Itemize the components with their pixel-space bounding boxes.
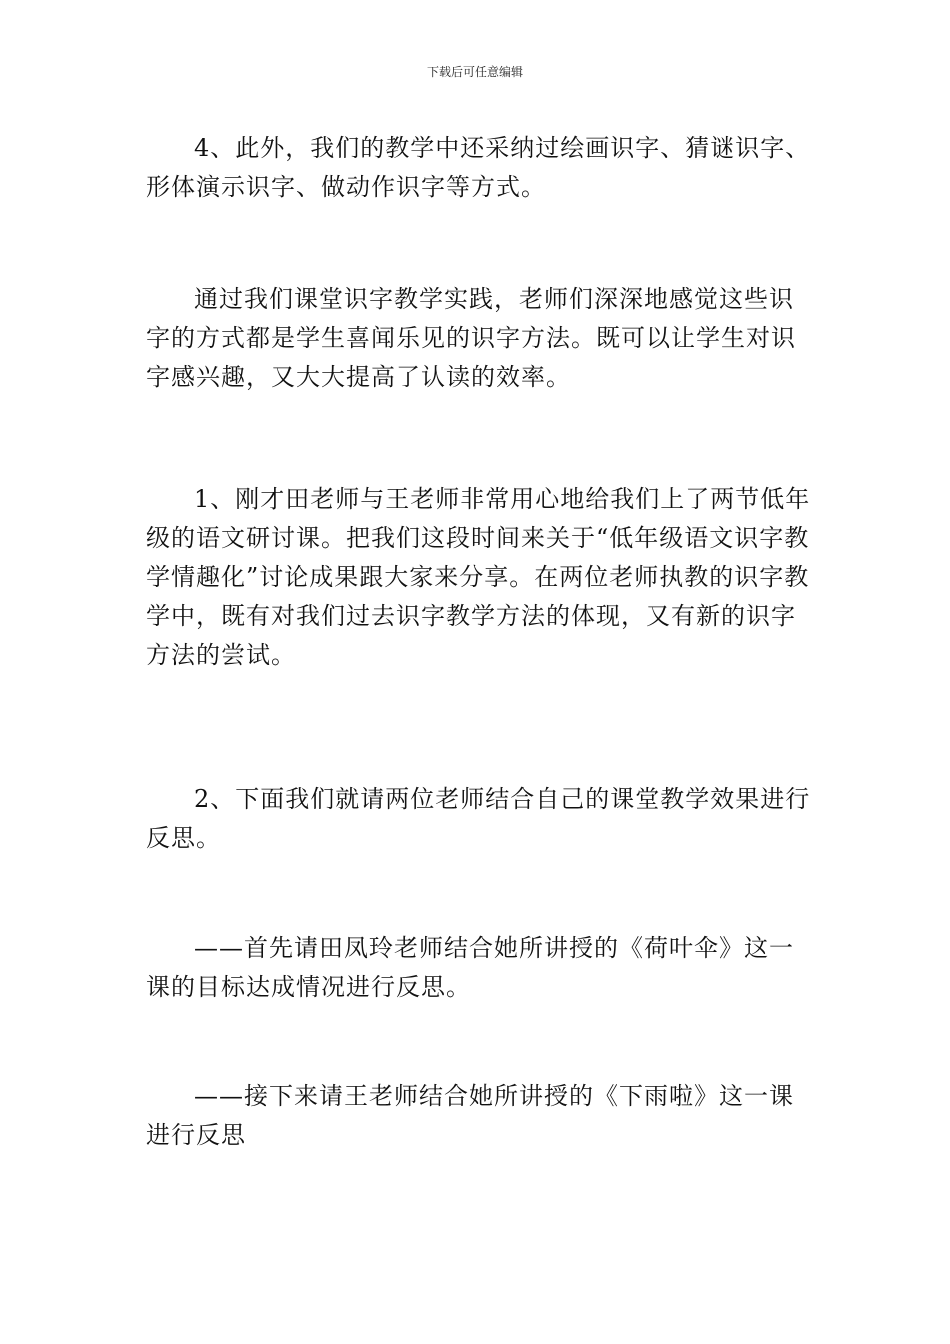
paragraph-reflection-tian: ——首先请田凤玲老师结合她所讲授的《荷叶伞》这一课的目标达成情况进行反思。	[146, 934, 794, 1001]
paragraph-lessons: 1、刚才田老师与王老师非常用心地给我们上了两节低年级的语文研讨课。把我们这段时间来关于“低年级语文识字教学情趣化”讨论成果跟大家来分享。在两位老师执教的识字教学中，既有对我们过去识字教学方法的体现，又有新的识字方法的尝试。	[146, 485, 811, 669]
paragraph-methods: 4、此外，我们的教学中还采纳过绘画识字、猜谜识字、形体演示识字、做动作识字等方式。	[146, 134, 811, 201]
paragraph-reflection-intro: 2、下面我们就请两位老师结合自己的课堂教学效果进行反思。	[146, 785, 811, 852]
paragraph-practice: 通过我们课堂识字教学实践，老师们深深地感觉这些识字的方式都是学生喜闻乐见的识字方法。既可以让学生对识字感兴趣，又大大提高了认读的效率。	[146, 285, 796, 391]
paragraph-reflection-wang: ——接下来请王老师结合她所讲授的《下雨啦》这一课进行反思	[146, 1082, 794, 1149]
header-note: 下载后可任意编辑	[426, 65, 523, 79]
